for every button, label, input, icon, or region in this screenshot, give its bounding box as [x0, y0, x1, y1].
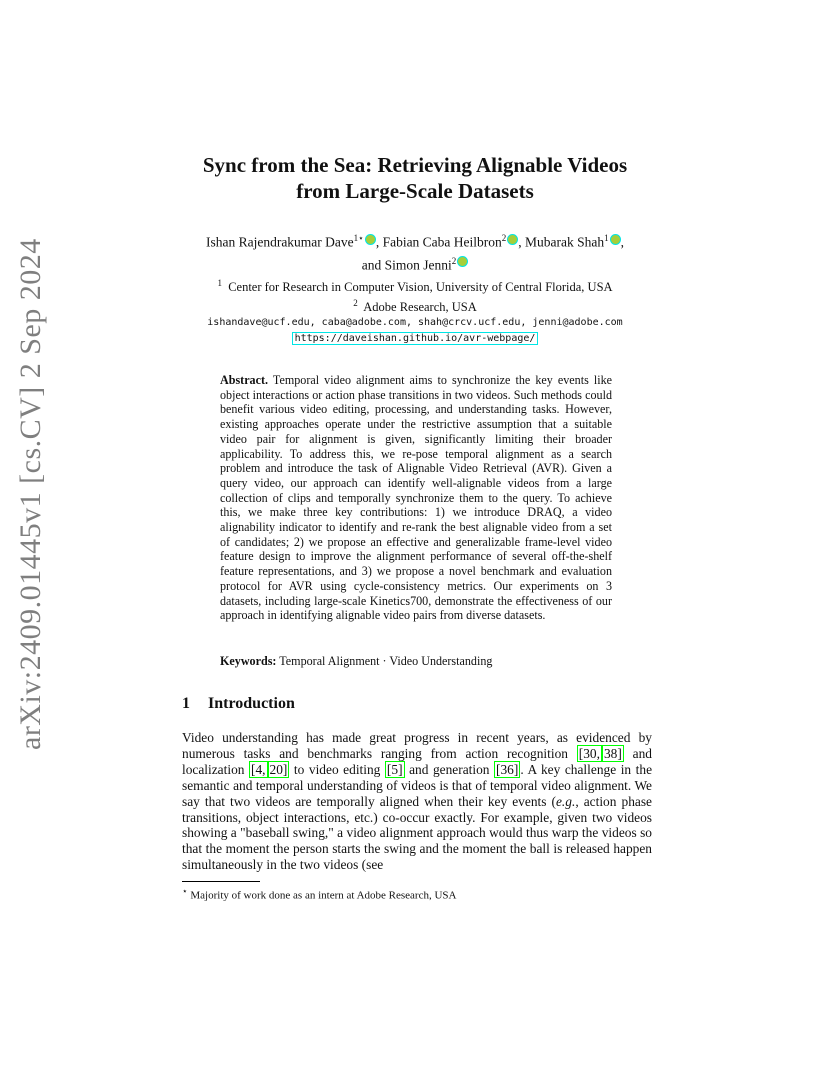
citation-link[interactable]: 38] — [603, 745, 622, 761]
emphasis-text: e.g. — [555, 793, 576, 809]
author-superscript: 1⋆ — [353, 233, 364, 243]
author-superscript: 2 — [501, 233, 507, 243]
abstract-label: Abstract. — [220, 373, 269, 387]
project-url-link[interactable]: https://daveishan.github.io/avr-webpage/ — [292, 332, 539, 345]
abstract — [220, 373, 612, 623]
citation-link[interactable]: [36] — [496, 761, 519, 777]
author-superscript: 1 — [604, 233, 609, 243]
affiliation-marker: 2 — [353, 298, 358, 309]
author-line-2 — [170, 252, 660, 275]
citation-link[interactable]: [30, — [578, 745, 600, 761]
footnote-mark: ⋆ — [182, 886, 188, 896]
affiliation-marker: 1 — [217, 278, 222, 288]
footnote — [182, 886, 652, 902]
section-title: Introduction — [208, 695, 295, 712]
affiliation-text: Adobe Research, USA — [363, 300, 477, 315]
keywords — [220, 654, 612, 669]
author-name: , Mubarak Shah — [518, 234, 605, 250]
orcid-icon[interactable] — [507, 234, 518, 245]
author-line-1 — [170, 229, 660, 252]
paragraph-text: . A key challenge in the semantic and temporal understanding of videos is that of temporal video alignment. We say that two videos are temporally aligned when their key events ( — [182, 761, 653, 809]
paragraph-text: and generation — [404, 761, 495, 777]
section-heading — [182, 695, 295, 713]
citation-link[interactable]: [4, — [251, 761, 266, 777]
paper-title — [150, 152, 680, 204]
orcid-icon[interactable] — [457, 256, 468, 267]
orcid-icon[interactable] — [610, 234, 621, 245]
affiliation-text: Center for Research in Computer Vision, University of Central Florida, USA — [228, 280, 613, 295]
author-name: Ishan Rajendrakumar Dave — [205, 234, 354, 250]
title-line-1: Sync from the Sea: Retrieving Alignable Videos — [202, 153, 628, 177]
title-line-2: from Large-Scale Datasets — [296, 179, 534, 203]
project-url-line — [190, 331, 640, 347]
paragraph-text: Video understanding has made great progress in recent years, as evidenced by numerous tasks and benchmarks ranging from action recognition — [182, 730, 652, 761]
footnote-text: Majority of work done as an intern at Adobe Research, USA — [190, 889, 457, 902]
affiliation-2 — [190, 295, 640, 315]
paragraph-text: to video editing — [289, 761, 385, 777]
footnote-rule — [182, 881, 260, 882]
paragraph-text: , action phase transitions, object interactions, etc.) co-occur exactly. For example, given two videos showing a "baseball swing," a video alignment approach would thus warp the videos so that the moment the person starts the swing and the moment the ball is released happen simultaneously in the two videos (see — [182, 793, 652, 873]
orcid-icon[interactable] — [365, 234, 376, 245]
citation-link[interactable]: 20] — [269, 761, 288, 777]
author-superscript: 2 — [451, 255, 457, 266]
author-emails: ishandave@ucf.edu, caba@adobe.com, shah@crcv.ucf.edu, jenni@adobe.com — [207, 317, 623, 329]
affiliations — [190, 275, 640, 347]
abstract-text: Temporal video alignment aims to synchronize the key events like object interactions or action phase transitions in two videos. Such methods could benefit various video editing, processing, and understanding tasks. However, existing approaches operate under the restrictive assumption that a suitable video pair for alignment is given, significantly limiting their broader applicability. To address this, we re-pose temporal alignment as a search problem and introduce the task of Alignable Video Retrieval (AVR). Given a query video, our approach can identify well-alignable videos from a large collection of clips and temporally synchronize them to the query. To achieve this, we make three key contributions: 1) we introduce DRAQ, a video alignability indicator to identify and re-rank the best alignable video from a set of candidates; 2) we propose an effective and generalizable frame-level video feature design to improve the alignment performance of several off-the-shelf feature representations, and 3) we propose a novel benchmark and evaluation protocol for AVR using cycle-consistency metrics. Our experiments on 3 datasets, including large-scale Kinetics700, demonstrate the effectiveness of our approach in identifying alignable video pairs from diverse datasets. — [220, 373, 612, 623]
arxiv-identifier: arXiv:2409.01445v1 [cs.CV] 2 Sep 2024 — [14, 238, 47, 750]
paragraph-text: and localization — [182, 745, 652, 777]
keywords-label: Keywords: — [220, 654, 277, 668]
introduction-paragraph — [182, 730, 652, 873]
keywords-text: Temporal Alignment · Video Understanding — [279, 654, 493, 668]
citation-link[interactable]: [5] — [386, 761, 403, 777]
author-name: and Simon Jenni — [361, 257, 452, 272]
author-name: , Fabian Caba Heilbron — [375, 234, 502, 250]
author-separator: , — [620, 234, 625, 250]
author-list — [170, 229, 660, 274]
affiliation-1 — [190, 275, 640, 295]
section-number: 1 — [182, 695, 190, 712]
